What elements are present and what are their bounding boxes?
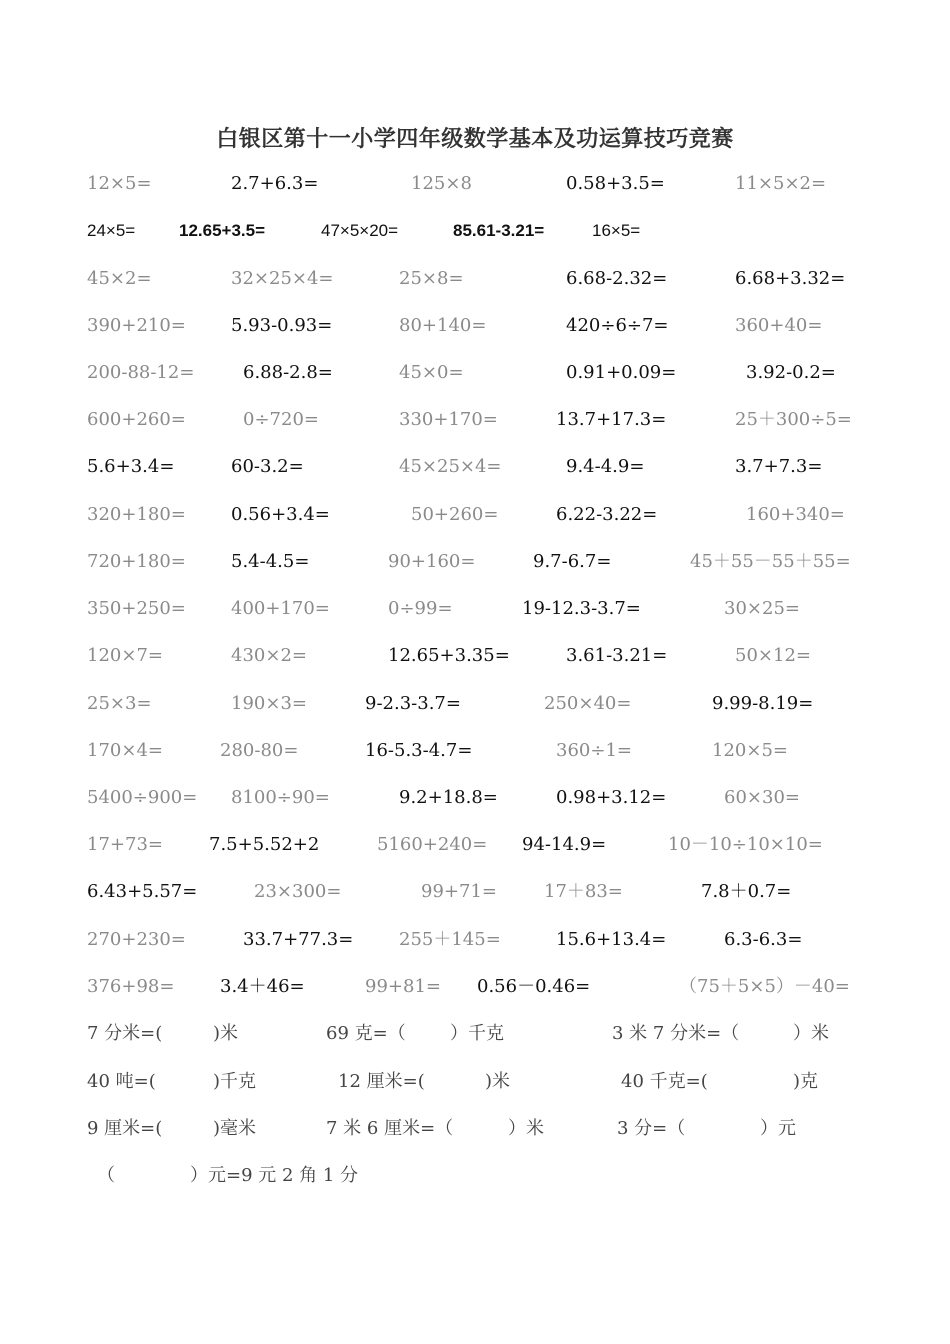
problem-row bbox=[0, 737, 950, 765]
conversion-text: )毫米 bbox=[213, 1118, 257, 1139]
problem-cell: 13.7+17.3= bbox=[556, 409, 667, 430]
problem-cell: 9.2+18.8= bbox=[399, 787, 498, 808]
conversion-text: ）千克 bbox=[450, 1023, 504, 1044]
problem-row bbox=[0, 784, 950, 812]
conversion-text: 40 吨=( bbox=[87, 1071, 156, 1092]
problem-cell: 94-14.9= bbox=[522, 834, 607, 855]
problem-cell: 5160+240= bbox=[377, 834, 488, 855]
problem-cell: 6.68+3.32= bbox=[735, 268, 846, 289]
problem-cell: 17＋83= bbox=[544, 881, 623, 902]
problem-cell: 6.22-3.22= bbox=[556, 504, 658, 525]
problem-row bbox=[0, 548, 950, 576]
problem-cell: 9.99-8.19= bbox=[712, 693, 814, 714]
problem-cell: 120×5= bbox=[712, 740, 788, 761]
problem-row bbox=[0, 170, 950, 198]
conversion-text: ）元=9 元 2 角 1 分 bbox=[190, 1165, 359, 1186]
problem-cell: 5.4-4.5= bbox=[231, 551, 310, 572]
problem-cell: 0.91+0.09= bbox=[566, 362, 677, 383]
conversion-text: （ bbox=[97, 1165, 115, 1186]
problem-cell: 33.7+77.3= bbox=[243, 929, 354, 950]
problem-cell: 420÷6÷7= bbox=[566, 315, 669, 336]
problem-cell: 120×7= bbox=[87, 645, 163, 666]
problem-cell: 400+170= bbox=[231, 598, 330, 619]
problem-cell: 6.43+5.57= bbox=[87, 881, 198, 902]
problem-row bbox=[0, 973, 950, 1001]
problem-cell: （75＋5×5）－40= bbox=[679, 976, 850, 997]
conversion-text: ）米 bbox=[793, 1023, 829, 1044]
problem-cell: 0.56+3.4= bbox=[231, 504, 330, 525]
conversion-text: 3 分=（ bbox=[617, 1118, 686, 1139]
problem-cell: 45＋55－55＋55= bbox=[690, 551, 851, 572]
problem-cell: 99+71= bbox=[421, 881, 497, 902]
problem-cell: 376+98= bbox=[87, 976, 175, 997]
problem-cell: 6.68-2.32= bbox=[566, 268, 668, 289]
conversion-text: )米 bbox=[485, 1071, 511, 1092]
problem-cell: 320+180= bbox=[87, 504, 186, 525]
problem-row bbox=[0, 406, 950, 434]
problem-cell: 15.6+13.4= bbox=[556, 929, 667, 950]
problem-cell: 25＋300÷5= bbox=[735, 409, 852, 430]
problem-cell: 5.6+3.4= bbox=[87, 456, 175, 477]
conversion-text: 12 厘米=( bbox=[338, 1071, 425, 1092]
problem-cell: 90+160= bbox=[388, 551, 476, 572]
problem-cell: 6.3-6.3= bbox=[724, 929, 803, 950]
problem-cell: 16-5.3-4.7= bbox=[365, 740, 473, 761]
problem-cell: 7.5+5.52+2 bbox=[209, 834, 320, 855]
problem-cell: 190×3= bbox=[231, 693, 307, 714]
problem-cell: 250×40= bbox=[544, 693, 632, 714]
problem-row bbox=[0, 359, 950, 387]
problem-cell: 11×5×2= bbox=[735, 173, 827, 194]
problem-cell: 330+170= bbox=[399, 409, 498, 430]
conversion-text: ）元 bbox=[760, 1118, 796, 1139]
problem-cell: 17+73= bbox=[87, 834, 163, 855]
problem-cell: 5400÷900= bbox=[87, 787, 198, 808]
problem-cell: 10－10÷10×10= bbox=[668, 834, 823, 855]
problem-cell: 45×0= bbox=[399, 362, 464, 383]
conversion-text: 69 克=（ bbox=[326, 1023, 406, 1044]
problem-row bbox=[0, 642, 950, 670]
problem-cell: 2.7+6.3= bbox=[231, 173, 319, 194]
problem-cell: 8100÷90= bbox=[231, 787, 330, 808]
problem-cell: 0.58+3.5= bbox=[566, 173, 665, 194]
problem-cell: 24×5= bbox=[87, 221, 136, 240]
problem-cell: 45×25×4= bbox=[399, 456, 502, 477]
problem-cell: 25×3= bbox=[87, 693, 152, 714]
problem-cell: 85.61-3.21= bbox=[453, 221, 545, 240]
problem-cell: 50×12= bbox=[735, 645, 811, 666]
problem-cell: 3.7+7.3= bbox=[735, 456, 823, 477]
problem-cell: 0÷720= bbox=[243, 409, 319, 430]
problem-cell: 280-80= bbox=[220, 740, 299, 761]
problem-cell: 47×5×20= bbox=[321, 221, 399, 240]
problem-cell: 720+180= bbox=[87, 551, 186, 572]
problem-row bbox=[0, 690, 950, 718]
problem-row bbox=[0, 453, 950, 481]
problem-cell: 390+210= bbox=[87, 315, 186, 336]
problem-cell: 9.4-4.9= bbox=[566, 456, 645, 477]
problem-cell: 350+250= bbox=[87, 598, 186, 619]
problem-cell: 50+260= bbox=[411, 504, 499, 525]
conversion-row bbox=[0, 1162, 950, 1190]
problem-cell: 12.65+3.35= bbox=[388, 645, 510, 666]
conversion-row bbox=[0, 1068, 950, 1096]
conversion-text: )克 bbox=[793, 1071, 819, 1092]
problem-cell: 360+40= bbox=[735, 315, 823, 336]
problem-cell: 23×300= bbox=[254, 881, 342, 902]
problem-cell: 125×8 bbox=[411, 173, 472, 194]
problem-cell: 600+260= bbox=[87, 409, 186, 430]
problem-cell: 270+230= bbox=[87, 929, 186, 950]
problem-cell: 3.61-3.21= bbox=[566, 645, 668, 666]
conversion-text: 7 米 6 厘米=（ bbox=[326, 1118, 454, 1139]
problem-cell: 12×5= bbox=[87, 173, 152, 194]
problem-cell: 255＋145= bbox=[399, 929, 501, 950]
problem-cell: 32×25×4= bbox=[231, 268, 334, 289]
worksheet-title: 白银区第十一小学四年级数学基本及功运算技巧竞赛 bbox=[216, 126, 734, 152]
problem-cell: 30×25= bbox=[724, 598, 800, 619]
conversion-row bbox=[0, 1020, 950, 1048]
problem-cell: 16×5= bbox=[592, 221, 641, 240]
problem-cell: 360÷1= bbox=[556, 740, 632, 761]
conversion-text: )千克 bbox=[213, 1071, 257, 1092]
problem-cell: 25×8= bbox=[399, 268, 464, 289]
problem-cell: 0÷99= bbox=[388, 598, 453, 619]
problem-cell: 170×4= bbox=[87, 740, 163, 761]
problem-cell: 3.92-0.2= bbox=[746, 362, 836, 383]
problem-cell: 80+140= bbox=[399, 315, 487, 336]
conversion-text: 7 分米=( bbox=[87, 1023, 163, 1044]
problem-cell: 9-2.3-3.7= bbox=[365, 693, 461, 714]
problem-cell: 9.7-6.7= bbox=[533, 551, 612, 572]
conversion-text: ）米 bbox=[508, 1118, 544, 1139]
problem-row bbox=[0, 831, 950, 859]
problem-cell: 0.98+3.12= bbox=[556, 787, 667, 808]
problem-cell: 19-12.3-3.7= bbox=[522, 598, 641, 619]
problem-row bbox=[0, 926, 950, 954]
problem-cell: 0.56－0.46= bbox=[477, 976, 591, 997]
conversion-row bbox=[0, 1115, 950, 1143]
conversion-text: 40 千克=( bbox=[621, 1071, 708, 1092]
problem-row bbox=[0, 312, 950, 340]
problem-cell: 3.4＋46= bbox=[220, 976, 305, 997]
problem-cell: 6.88-2.8= bbox=[243, 362, 333, 383]
problem-cell: 12.65+3.5= bbox=[179, 221, 266, 240]
problem-row bbox=[0, 501, 950, 529]
problem-cell: 7.8＋0.7= bbox=[701, 881, 792, 902]
problem-cell: 160+340= bbox=[746, 504, 845, 525]
problem-cell: 430×2= bbox=[231, 645, 307, 666]
problem-row bbox=[0, 595, 950, 623]
problem-cell: 45×2= bbox=[87, 268, 152, 289]
problem-row bbox=[0, 878, 950, 906]
problem-cell: 200-88-12= bbox=[87, 362, 195, 383]
problem-row bbox=[0, 217, 950, 245]
conversion-text: 9 厘米=( bbox=[87, 1118, 163, 1139]
problem-row bbox=[0, 265, 950, 293]
problem-cell: 60-3.2= bbox=[231, 456, 304, 477]
conversion-text: 3 米 7 分米=（ bbox=[612, 1023, 740, 1044]
conversion-text: )米 bbox=[213, 1023, 239, 1044]
problem-cell: 60×30= bbox=[724, 787, 800, 808]
problem-cell: 5.93-0.93= bbox=[231, 315, 333, 336]
problem-cell: 99+81= bbox=[365, 976, 441, 997]
